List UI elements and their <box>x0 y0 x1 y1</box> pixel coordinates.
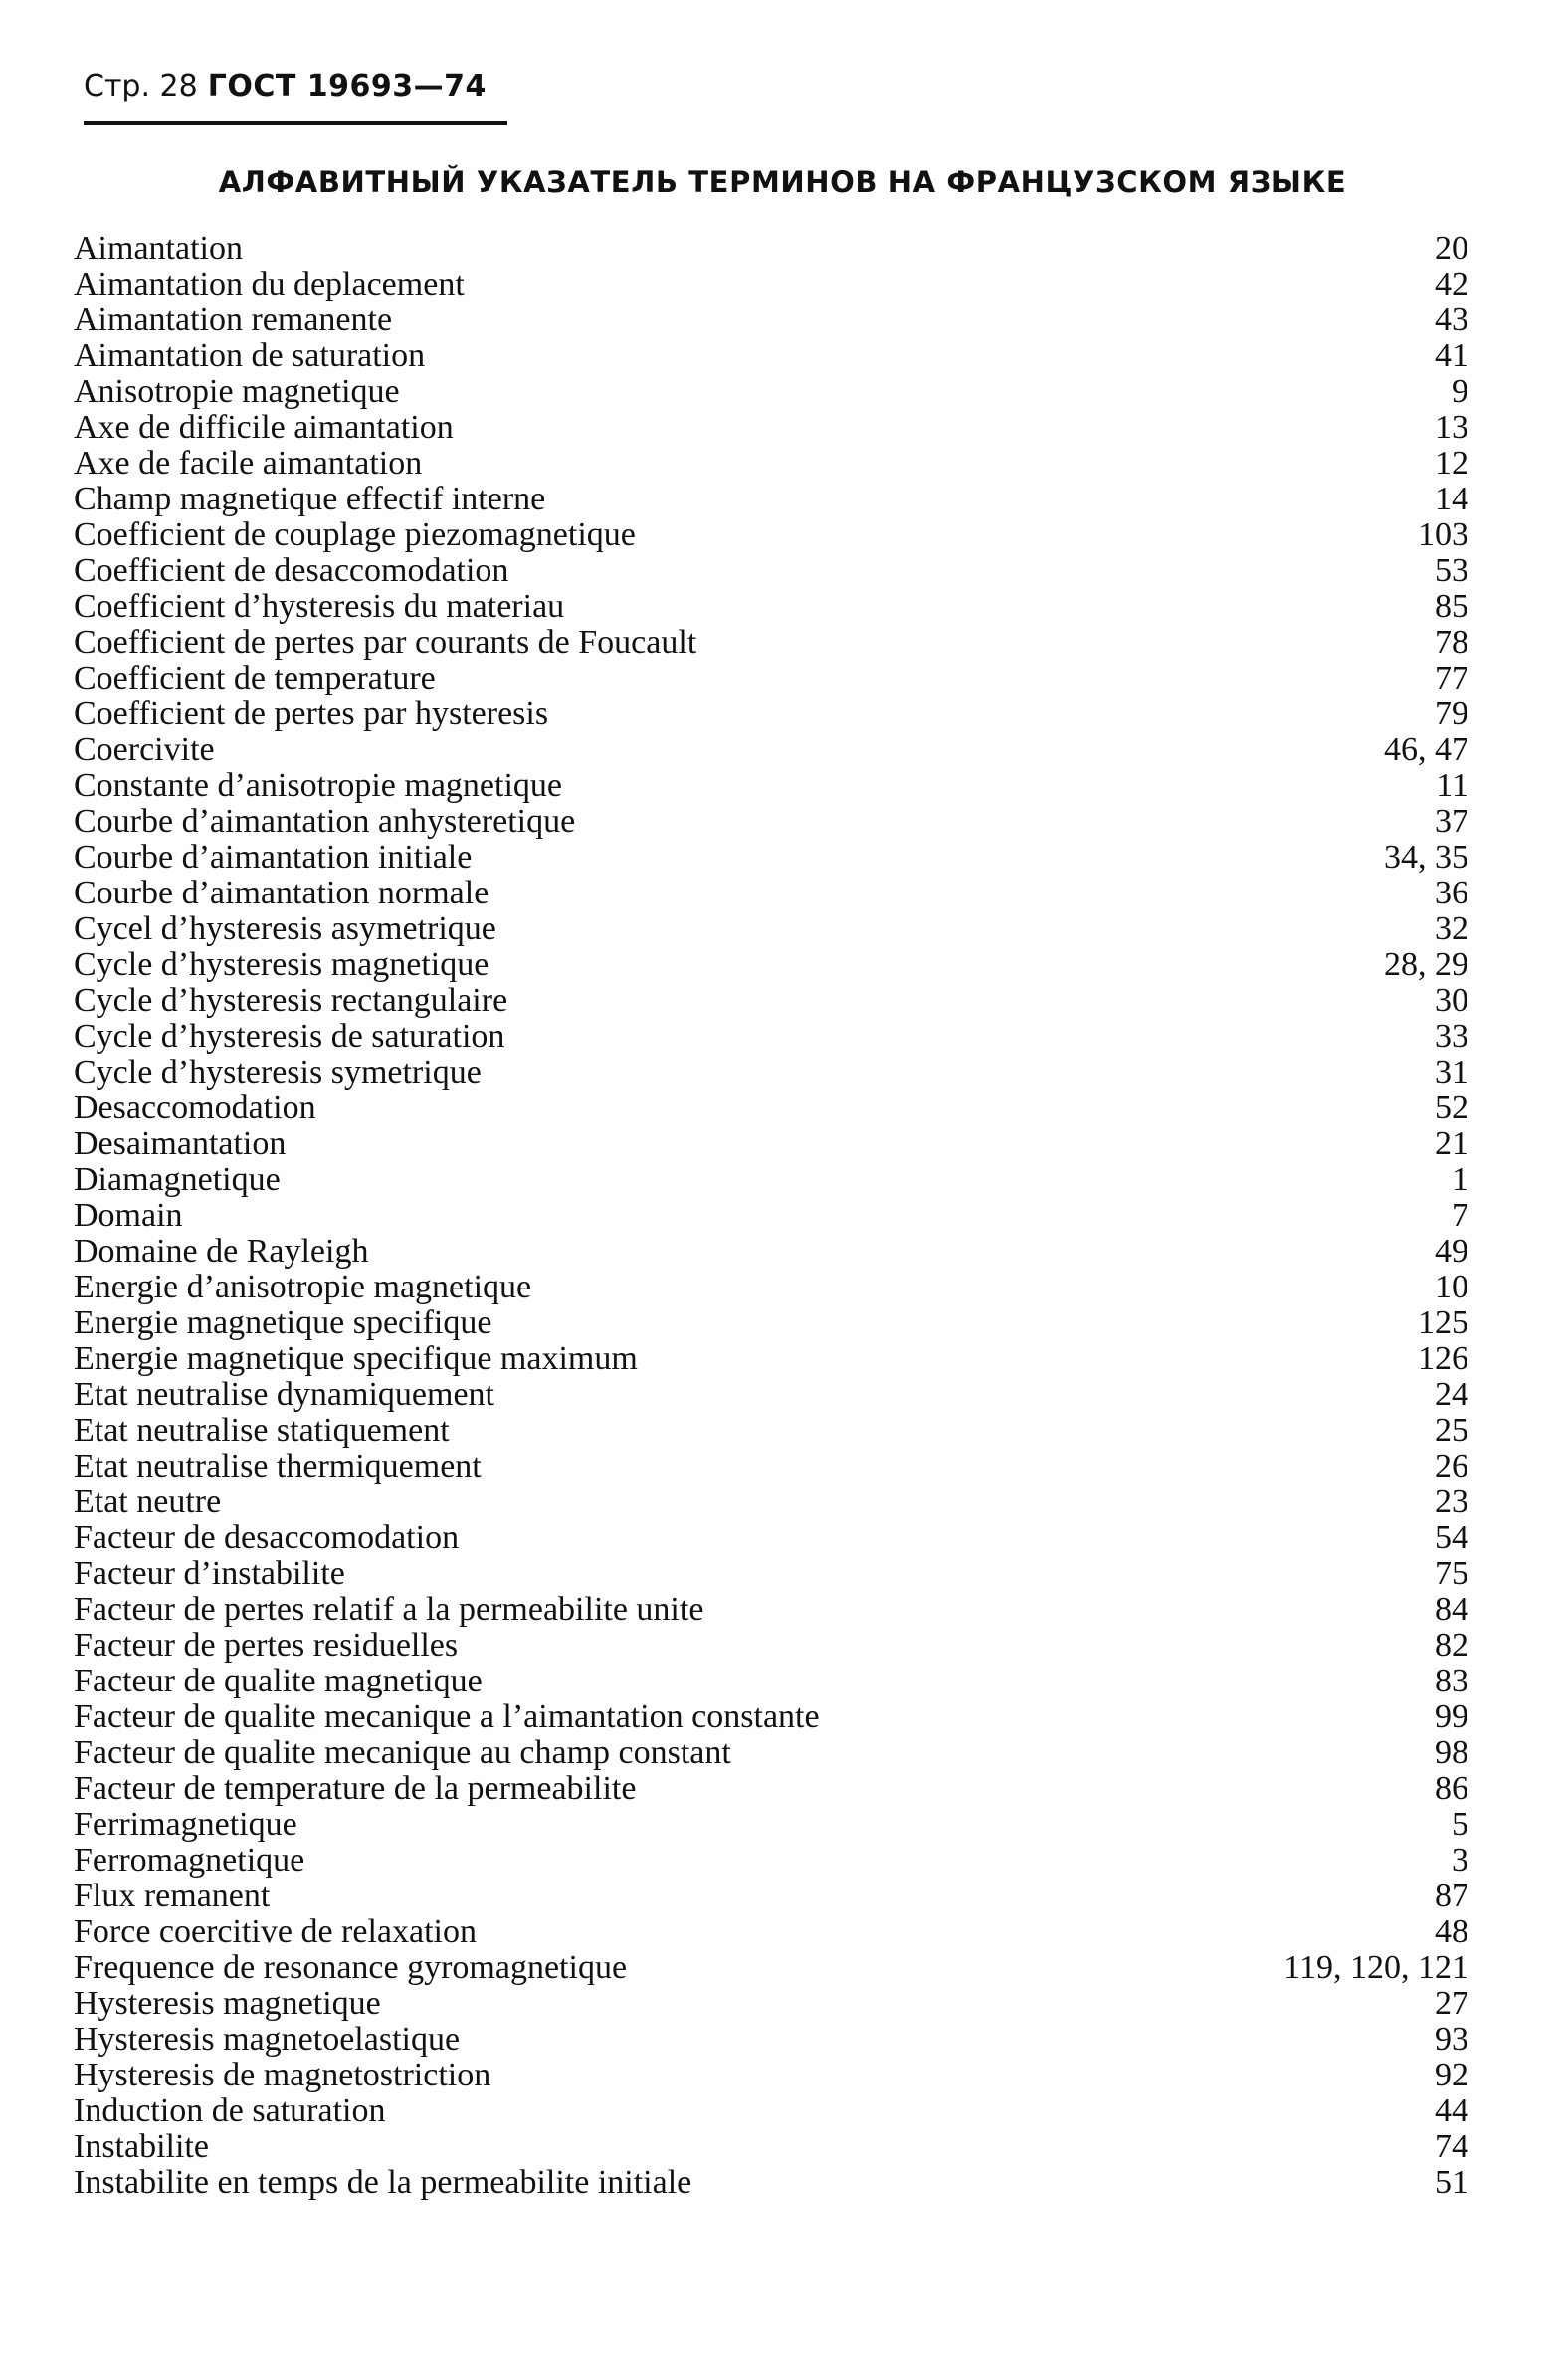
index-entry <box>74 911 1468 947</box>
index-term: Facteur de pertes residuelles <box>74 1628 459 1664</box>
index-refs: 36 <box>1435 875 1468 911</box>
index-refs: 34, 35 <box>1384 839 1468 876</box>
index-entry <box>74 661 1468 696</box>
page-title: АЛФАВИТНЫЙ УКАЗАТЕЛЬ ТЕРМИНОВ НА ФРАНЦУЗСКОМ ЯЗЫКЕ <box>218 165 1347 199</box>
index-term: Coefficient de couplage piezomagnetique <box>74 517 636 553</box>
index-term: Hysteresis magnetique <box>74 1986 381 2022</box>
index-entry <box>74 768 1468 804</box>
index-term: Etat neutre <box>74 1485 222 1520</box>
index-term: Cycel d’hysteresis asymetrique <box>74 911 496 947</box>
index-term: Aimantation remanente <box>74 302 393 338</box>
index-term: Force coercitive de relaxation <box>74 1914 477 1950</box>
index-term: Ferrimagnetique <box>74 1807 297 1843</box>
index-refs: 86 <box>1435 1770 1468 1807</box>
index-entry <box>74 1341 1468 1377</box>
index-term: Courbe d’aimantation anhysteretique <box>74 804 576 840</box>
index-entry <box>74 732 1468 768</box>
index-refs: 46, 47 <box>1384 731 1468 768</box>
index-term: Facteur de qualite magnetique <box>74 1664 483 1699</box>
index-term: Energie magnetique specifique <box>74 1305 492 1341</box>
index-entry <box>74 1377 1468 1413</box>
index-term: Cycle d’hysteresis magnetique <box>74 947 489 983</box>
index-term: Desaccomodation <box>74 1091 316 1126</box>
index-refs: 14 <box>1435 481 1468 517</box>
index-refs: 53 <box>1435 552 1468 589</box>
index-term: Facteur d’instabilite <box>74 1556 345 1592</box>
index-term: Domaine de Rayleigh <box>74 1234 369 1270</box>
index-term: Hysteresis magnetoelastique <box>74 2022 461 2058</box>
index-refs: 98 <box>1435 1734 1468 1771</box>
index-entry <box>74 1807 1468 1843</box>
index-refs: 54 <box>1435 1519 1468 1556</box>
index-entry <box>74 1019 1468 1055</box>
index-refs: 41 <box>1435 337 1468 374</box>
index-refs: 11 <box>1436 767 1468 804</box>
index-term: Courbe d’aimantation normale <box>74 876 489 911</box>
index-term: Induction de saturation <box>74 2093 386 2129</box>
index-entry <box>74 517 1468 553</box>
index-term: Frequence de resonance gyromagnetique <box>74 1950 628 1986</box>
index-refs: 26 <box>1435 1448 1468 1485</box>
index-entry <box>74 1843 1468 1879</box>
index-entry <box>74 1628 1468 1664</box>
index-refs: 13 <box>1435 409 1468 446</box>
index-refs: 9 <box>1452 373 1468 410</box>
index-entry <box>74 1664 1468 1699</box>
index-refs: 87 <box>1435 1878 1468 1914</box>
index-entry <box>74 1485 1468 1520</box>
index-entry <box>74 1986 1468 2022</box>
index-refs: 49 <box>1435 1233 1468 1270</box>
index-entry <box>74 553 1468 589</box>
index-refs: 30 <box>1435 982 1468 1019</box>
index-term: Etat neutralise thermiquement <box>74 1449 482 1485</box>
index-term: Diamagnetique <box>74 1162 281 1198</box>
index-term: Facteur de qualite mecanique a l’aimantation constante <box>74 1699 820 1735</box>
index-entry <box>74 983 1468 1019</box>
index-refs: 77 <box>1435 660 1468 696</box>
index-term: Ferromagnetique <box>74 1843 305 1879</box>
index-entry <box>74 1520 1468 1556</box>
index-refs: 126 <box>1418 1340 1468 1377</box>
index-entry <box>74 1126 1468 1162</box>
standard-number: ГОСТ 19693—74 <box>207 69 487 103</box>
index-term: Constante d’anisotropie magnetique <box>74 768 562 804</box>
index-refs: 74 <box>1435 2128 1468 2165</box>
index-refs: 28, 29 <box>1384 946 1468 983</box>
index-refs: 10 <box>1435 1269 1468 1305</box>
page-number: Стр. 28 <box>84 69 198 103</box>
index-term: Etat neutralise dynamiquement <box>74 1377 494 1413</box>
index-entry <box>74 1055 1468 1091</box>
index-term: Domain <box>74 1198 183 1234</box>
index-refs: 99 <box>1435 1698 1468 1735</box>
index-entry <box>74 446 1468 482</box>
index-entry <box>74 1771 1468 1807</box>
index-refs: 48 <box>1435 1913 1468 1950</box>
index-entry <box>74 1914 1468 1950</box>
index-refs: 103 <box>1418 516 1468 553</box>
index-term: Instabilite en temps de la permeabilite initiale <box>74 2165 692 2201</box>
index-refs: 92 <box>1435 2057 1468 2093</box>
index-refs: 52 <box>1435 1090 1468 1126</box>
index-term: Coefficient de pertes par courants de Foucault <box>74 625 697 661</box>
index-refs: 84 <box>1435 1591 1468 1628</box>
index-term: Aimantation de saturation <box>74 338 426 374</box>
index-refs: 119, 120, 121 <box>1283 1949 1468 1986</box>
index-entry <box>74 589 1468 625</box>
index-term: Coefficient de pertes par hysteresis <box>74 696 549 732</box>
index-refs: 82 <box>1435 1627 1468 1664</box>
index-entry <box>74 267 1468 302</box>
index-refs: 24 <box>1435 1376 1468 1413</box>
index-entry <box>74 2022 1468 2058</box>
index-refs: 51 <box>1435 2164 1468 2201</box>
index-refs: 44 <box>1435 2092 1468 2129</box>
index-term: Energie d’anisotropie magnetique <box>74 1270 532 1305</box>
index-entry <box>74 1556 1468 1592</box>
index-entry <box>74 2093 1468 2129</box>
index-refs: 75 <box>1435 1555 1468 1592</box>
index-refs: 25 <box>1435 1412 1468 1449</box>
index-term: Axe de difficile aimantation <box>74 410 454 446</box>
index-refs: 7 <box>1452 1197 1468 1234</box>
index-term: Champ magnetique effectif interne <box>74 482 546 517</box>
index-term: Facteur de pertes relatif a la permeabilite unite <box>74 1592 704 1628</box>
index-refs: 125 <box>1418 1304 1468 1341</box>
index-term: Coefficient de temperature <box>74 661 436 696</box>
index-term: Energie magnetique specifique maximum <box>74 1341 638 1377</box>
index-term: Courbe d’aimantation initiale <box>74 840 473 876</box>
index-term: Anisotropie magnetique <box>74 374 400 410</box>
index-term: Hysteresis de magnetostriction <box>74 2058 491 2093</box>
index-entry <box>74 625 1468 661</box>
index-entry <box>74 1305 1468 1341</box>
index-entry <box>74 1234 1468 1270</box>
index-term: Cycle d’hysteresis rectangulaire <box>74 983 508 1019</box>
index-entry <box>74 2058 1468 2093</box>
index-term: Flux remanent <box>74 1879 271 1914</box>
index-entry <box>74 840 1468 876</box>
index-refs: 32 <box>1435 910 1468 947</box>
index-entry <box>74 1091 1468 1126</box>
index-entry <box>74 482 1468 517</box>
page-header <box>84 70 487 103</box>
index-entry <box>74 1162 1468 1198</box>
index-entry <box>74 1735 1468 1771</box>
index-entry <box>74 1879 1468 1914</box>
index-refs: 20 <box>1435 230 1468 267</box>
index-entry <box>74 410 1468 446</box>
index-term: Desaimantation <box>74 1126 287 1162</box>
index-refs: 12 <box>1435 445 1468 482</box>
index-term: Coefficient de desaccomodation <box>74 553 509 589</box>
index-term: Instabilite <box>74 2129 209 2165</box>
index-entry <box>74 1449 1468 1485</box>
index-refs: 21 <box>1435 1125 1468 1162</box>
index-entry <box>74 2165 1468 2201</box>
index-entry <box>74 1950 1468 1986</box>
index-refs: 27 <box>1435 1985 1468 2022</box>
index-refs: 33 <box>1435 1018 1468 1055</box>
index-refs: 5 <box>1452 1806 1468 1843</box>
index-term: Facteur de temperature de la permeabilite <box>74 1771 637 1807</box>
index-entry <box>74 804 1468 840</box>
index-entry <box>74 1413 1468 1449</box>
index-refs: 83 <box>1435 1663 1468 1699</box>
index-entry <box>74 1198 1468 1234</box>
index-term: Coefficient d’hysteresis du materiau <box>74 589 565 625</box>
index-entry <box>74 338 1468 374</box>
index-term: Cycle d’hysteresis de saturation <box>74 1019 505 1055</box>
index-refs: 3 <box>1452 1842 1468 1879</box>
index-entry <box>74 2129 1468 2165</box>
index-entry <box>74 696 1468 732</box>
index-term: Aimantation du deplacement <box>74 267 465 302</box>
index-refs: 79 <box>1435 695 1468 732</box>
index-refs: 93 <box>1435 2021 1468 2058</box>
index-term: Etat neutralise statiquement <box>74 1413 450 1449</box>
index-term: Facteur de desaccomodation <box>74 1520 460 1556</box>
index-entry <box>74 374 1468 410</box>
index-refs: 43 <box>1435 301 1468 338</box>
index-refs: 42 <box>1435 266 1468 302</box>
index-entry <box>74 1699 1468 1735</box>
index-refs: 23 <box>1435 1484 1468 1520</box>
index-refs: 31 <box>1435 1054 1468 1091</box>
index-entry <box>74 1592 1468 1628</box>
index-term: Axe de facile aimantation <box>74 446 423 482</box>
index-entry <box>74 876 1468 911</box>
index-entry <box>74 302 1468 338</box>
index-term: Coercivite <box>74 732 215 768</box>
header-rule <box>84 121 507 125</box>
index-entry <box>74 1270 1468 1305</box>
index-term: Facteur de qualite mecanique au champ constant <box>74 1735 731 1771</box>
index-refs: 78 <box>1435 624 1468 661</box>
index-refs: 85 <box>1435 588 1468 625</box>
index-entry <box>74 947 1468 983</box>
index-term: Cycle d’hysteresis symetrique <box>74 1055 482 1091</box>
index-refs: 1 <box>1452 1161 1468 1198</box>
index-list <box>74 231 1468 2201</box>
index-refs: 37 <box>1435 803 1468 840</box>
index-entry <box>74 231 1468 267</box>
index-term: Aimantation <box>74 231 243 267</box>
